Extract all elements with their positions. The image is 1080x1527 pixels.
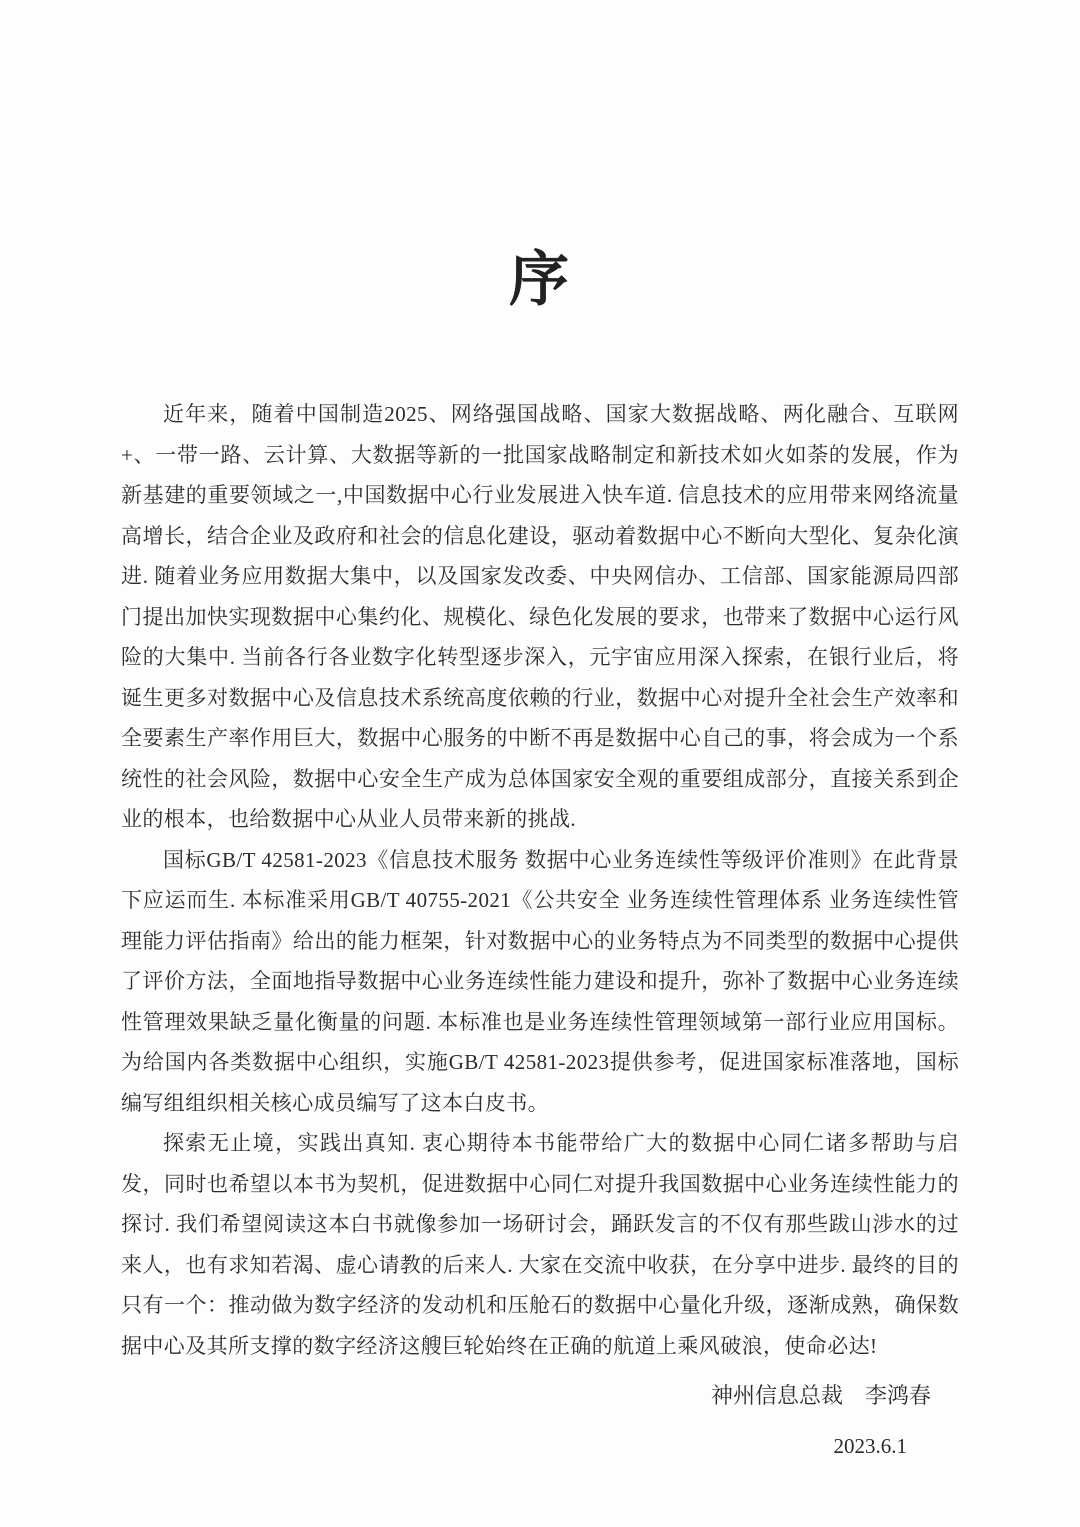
preface-paragraph-1: 近年来，随着中国制造2025、网络强国战略、国家大数据战略、两化融合、互联网+、一带一路、云计算、大数据等新的一批国家战略制定和新技术如火如荼的发展，作为新基建的重要领域之一,中国数据中心行业发展进入快车道. 信息技术的应用带来网络流量高增长，结合企业及政府和社会的信息化建设，驱动着数据中心不断向大型化、复杂化演进. 随着业务应用数据大集中，以及国家发改委、中央网信办、工信部、国家能源局四部门提出加快实现数据中心集约化、规模化、绿色化发展的要求，也带来了数据中心运行风险的大集中. 当前各行各业数字化转型逐步深入，元宇宙应用深入探索，在银行业后，将诞生更多对数据中心及信息技术系统高度依赖的行业，数据中心对提升全社会生产效率和全要素生产率作用巨大，数据中心服务的中断不再是数据中心自己的事，将会成为一个系统性的社会风险，数据中心安全生产成为总体国家安全观的重要组成部分，直接关系到企业的根本，也给数据中心从业人员带来新的挑战. — [121, 402, 959, 831]
signature-block — [121, 1376, 959, 1466]
signature-line: 神州信息总裁 李鸿春 — [710, 1383, 931, 1408]
preface-paragraph-3: 探索无止境，实践出真知. 衷心期待本书能带给广大的数据中心同仁诸多帮助与启发，同时也希望以本书为契机，促进数据中心同仁对提升我国数据中心业务连续性能力的探讨. 我们希望阅读这本白书就像参加一场研讨会，踊跃发言的不仅有那些跋山涉水的过来人，也有求知若渴、虚心请教的后来人. 大家在交流中收获，在分享中进步. 最终的目的只有一个：推动做为数字经济的发动机和压舱石的数据中心量化升级，逐渐成熟，确保数据中心及其所支撑的数字经济这艘巨轮始终在正确的航道上乘风破浪，使命必达! — [121, 1131, 959, 1358]
preface-body — [121, 394, 959, 1366]
page-title: 序 — [509, 247, 571, 313]
preface-paragraph-2: 国标GB/T 42581-2023《信息技术服务 数据中心业务连续性等级评价准则》在此背景下应运而生. 本标准采用GB/T 40755-2021《公共安全 业务连续性管理体系 业务连续性管理能力评估指南》给出的能力框架，针对数据中心的业务特点为不同类型的数据中心提供了评价方法，全面地指导数据中心业务连续性能力建设和提升，弥补了数据中心业务连续性管理效果缺乏量化衡量的问题. 本标准也是业务连续性管理领域第一部行业应用国标。为给国内各类数据中心组织，实施GB/T 42581-2023提供参考，促进国家标准落地，国标编写组组织相关核心成员编写了这本白皮书。 — [121, 847, 959, 1115]
date-line: 2023.6.1 — [833, 1434, 907, 1458]
